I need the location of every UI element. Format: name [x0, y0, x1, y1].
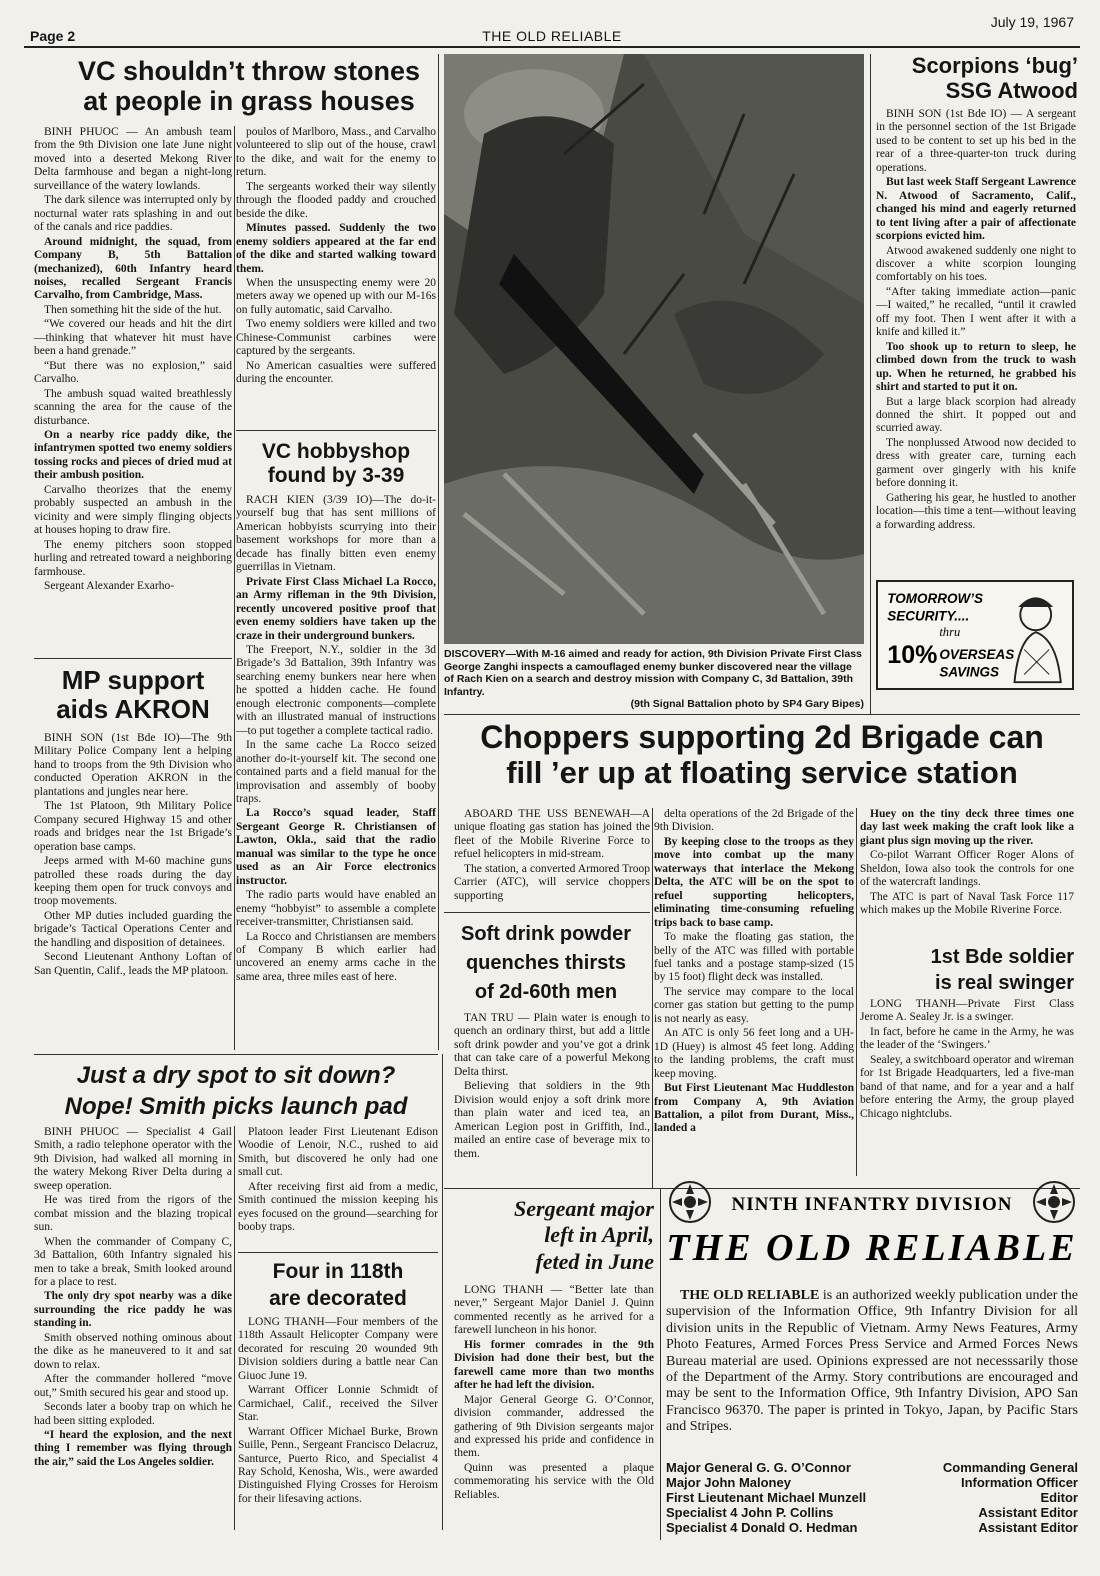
cartoon-text-3: thru [939, 624, 961, 639]
photo-credit: (9th Signal Battalion photo by SP4 Gary Bipes) [630, 698, 864, 710]
column-rule [856, 808, 857, 1176]
paragraph: When the unsuspecting enemy were 20 meters away we opened up with our M-16s on fully automatic, said Carvalho. [236, 276, 436, 316]
divider [34, 658, 232, 659]
sergeant-major-headline-line1: Sergeant major [514, 1196, 654, 1221]
page-header [24, 14, 1080, 44]
divider [34, 1054, 438, 1055]
photo-caption [444, 648, 864, 710]
dry-spot-headline-line1: Just a dry spot to sit down? [76, 1062, 396, 1089]
dry-spot-headline [34, 1060, 438, 1122]
cartoon-text-1: TOMORROW’S [887, 591, 983, 607]
paragraph: No American casualties were suffered during the encounter. [236, 359, 436, 386]
column-rule [652, 808, 653, 1188]
soft-drink-body [454, 1012, 650, 1180]
header-rule [24, 46, 1080, 48]
paragraph: Co-pilot Warrant Officer Roger Alons of Sheldon, Iowa also took the controls for one of the watercraft landings. [860, 849, 1074, 889]
paragraph: When the commander of Company C, 3d Battalion, 60th Infantry signaled his men to take a break, Smith looked around for a place to rest. [34, 1235, 232, 1288]
cartoon-text-4: 10% [887, 640, 938, 669]
newspaper-page [24, 14, 1080, 1560]
paragraph: The 1st Platoon, 9th Military Police Company secured Highway 15 and other roads and bridges near the 1st Brigade’s operation base camps. [34, 800, 232, 853]
vc-stones-column-1 [34, 126, 232, 654]
paragraph: The radio parts would have enabled an enemy “hobbyist” to assemble a complete receiver-transmitter, Christiansen said. [236, 889, 436, 929]
staff-role: Information Officer [960, 1475, 1078, 1491]
cartoon-text-6: SAVINGS [939, 664, 1000, 680]
soft-drink-headline-line2: quenches thirsts [465, 952, 627, 974]
paragraph: “But there was no explosion,” said Carvalho. [34, 359, 232, 386]
paragraph: An ATC is only 56 feet long and a UH-1D (Huey) is almost 45 feet long. Adding to the landing problems, the craft must keep moving. [654, 1027, 854, 1080]
paragraph: In the same cache La Rocco seized another do-it-yourself kit. The second one contained parts and a field manual for the improvisation and assembly of booby traps. [236, 739, 436, 805]
paragraph: Platoon leader First Lieutenant Edison Woodie of Lenoir, N.C., rushed to aid Smith, but discovered he only had one small cut. [238, 1126, 438, 1179]
choppers-headline-line1: Choppers supporting 2d Brigade can [480, 720, 1044, 755]
paper-title: THE OLD RELIABLE [666, 1227, 1078, 1269]
choppers-headline [444, 720, 1080, 791]
staff-name: First Lieutenant Michael Munzell [666, 1490, 867, 1506]
staff-row [666, 1520, 1078, 1535]
paragraph: Sealey, a switchboard operator and wireman for 1st Brigade Headquarters, led a five-man band of that name, and for a year and a half before entering the Army, the group played Chicago nightclubs. [860, 1053, 1074, 1120]
choppers-column-1 [454, 808, 650, 906]
four-118th-body [238, 1316, 438, 1530]
paragraph: BINH PHUOC — An ambush team from the 9th Division one late June night moved into a deserted Mekong River Delta farmhouse and began a night-long surveillance of the watery lowlands. [34, 126, 232, 192]
paragraph: Jeeps armed with M-60 machine guns patrolled these roads during the day keeping them open for truck convoys and troop movements. [34, 855, 232, 908]
mp-support-headline [34, 666, 232, 724]
paragraph: After receiving first aid from a medic, Smith continued the mission keeping his eyes focused on the ground—searching for booby traps. [238, 1180, 438, 1234]
sergeant-major-headline-line2: left in April, [544, 1222, 654, 1248]
staff-row [666, 1460, 1078, 1475]
column-rule [870, 54, 871, 714]
paragraph: “I heard the explosion, and the next thing I remember was flying through the air,” said the Los Angeles soldier. [34, 1428, 232, 1468]
choppers-column-3 [860, 808, 1074, 934]
dry-spot-headline-line2: Nope! Smith picks launch pad [64, 1093, 408, 1121]
paragraph: In fact, before he came in the Army, he was the leader of the ‘Swingers.’ [860, 1025, 1074, 1052]
paragraph: The ambush squad waited breathlessly scanning the area for the cause of the disturbance. [34, 387, 232, 427]
paragraph: LONG THANH—Private First Class Jerome A. Sealey Jr. is a swinger. [860, 998, 1074, 1024]
column-rule [442, 1054, 443, 1530]
paragraph: Atwood awakened suddenly one night to discover a white scorpion lounging comfortably on his toes. [876, 244, 1076, 284]
staff-name: Major John Maloney [666, 1475, 791, 1491]
paragraph: Minutes passed. Suddenly the two enemy soldiers appeared at the far end of the dike and started walking toward them. [236, 222, 436, 275]
masthead-block [664, 1170, 1080, 1282]
hobbyshop-headline-line1: VC hobbyshop [261, 440, 411, 463]
paragraph: LONG THANH — “Better late than never,” Sergeant Major Daniel J. Quinn commented recently as he arrived for a farewell luncheon in his honor. [454, 1284, 654, 1337]
staff-row [666, 1490, 1078, 1505]
hobbyshop-body [236, 494, 436, 1048]
staff-role: Assistant Editor [978, 1520, 1078, 1536]
swinger-headline [860, 944, 1074, 996]
four-118th-headline-line2: are decorated [269, 1287, 407, 1311]
running-masthead: THE OLD RELIABLE [482, 28, 622, 44]
scorpions-headline-line2: SSG Atwood [945, 77, 1078, 103]
paragraph: TAN TRU — Plain water is enough to quench an ordinary thirst, but add a little soft drink powder and you’ve got a drink that can take care of a powerful Mekong Delta thirst. [454, 1012, 650, 1078]
four-118th-headline-line1: Four in 118th [272, 1260, 404, 1283]
column-rule [660, 1188, 661, 1540]
scorpions-headline [874, 54, 1078, 103]
paragraph: Warrant Officer Lonnie Schmidt of Carmichael, Calif., received the Silver Star. [238, 1384, 438, 1424]
staff-list [666, 1460, 1078, 1552]
paragraph: BINH SON (1st Bde IO) — A sergeant in the personnel section of the 1st Brigade used to be content to set up his bed in the rear of a three-quarter-ton truck during operations. [876, 108, 1076, 174]
paragraph: “After taking immediate action—panic—I waited,” he recalled, “until it crawled off my foot. Then I went after it with a knife and killed it.” [876, 285, 1076, 339]
soft-drink-headline-line1: Soft drink powder [461, 923, 631, 945]
soft-drink-headline [446, 920, 646, 1007]
paragraph: His former comrades in the 9th Division had done their best, but the farewell came more than two months after he had left the division. [454, 1338, 654, 1392]
paragraph: The only dry spot nearby was a dike surrounding the rice paddy he was standing in. [34, 1290, 232, 1330]
paragraph: Too shook up to return to sleep, he climbed down from the truck to wash up. When he returned, he grabbed his shirt and started to put it on. [876, 340, 1076, 394]
paragraph: poulos of Marlboro, Mass., and Carvalho volunteered to slip out of the house, crawl to the dike, and wait for the enemy to return. [236, 126, 436, 179]
paragraph: La Rocco’s squad leader, Staff Sergeant George R. Christiansen of Lawton, Okla., said that the radio manual was similar to the type he once used as an Air Force electronics instructor. [236, 807, 436, 887]
paragraph: On a nearby rice paddy dike, the infantrymen spotted two enemy soldiers tossing rocks and pieces of dried mud at their ambush position. [34, 428, 232, 482]
cartoon-text-5: OVERSEAS [939, 647, 1015, 663]
paragraph: But First Lieutenant Mac Huddleston from Company A, 9th Aviation Battalion, a pilot from Durant, Miss., landed a [654, 1082, 854, 1135]
staff-name: Major General G. G. O’Connor [666, 1460, 851, 1475]
paragraph: BINH PHUOC — Specialist 4 Gail Smith, a radio telephone operator with the 9th Division, had walked all morning in the watery Mekong River Delta during a sweep operation. [34, 1126, 232, 1192]
vc-stones-column-2 [236, 126, 436, 428]
choppers-column-2 [654, 808, 854, 1172]
mp-support-headline-line2: aids AKRON [56, 694, 210, 725]
soldier-photo-illustration [444, 54, 864, 644]
division-name: NINTH INFANTRY DIVISION [731, 1194, 1013, 1215]
photo-caption-text: DISCOVERY—With M-16 aimed and ready for action, 9th Division Private First Class George Zanghi inspects a camouflaged enemy bunker discovered near the village of Rach Kien on a search and destroy mission with Company C, 3d Battalion, 39th Infantry. [444, 648, 862, 698]
paragraph: Two enemy soldiers were killed and two Chinese-Communist carbines were captured by the sergeants. [236, 318, 436, 358]
sergeant-major-body [454, 1284, 654, 1540]
divider [238, 1252, 438, 1253]
discovery-photo [444, 54, 864, 644]
paragraph: But last week Staff Sergeant Lawrence N. Atwood of Sacramento, Calif., changed his mind and eagerly returned to tent living after a pair of affectionate scorpions evicted him. [876, 176, 1076, 243]
swinger-body [860, 998, 1074, 1170]
staff-row [666, 1475, 1078, 1490]
paragraph: Quinn was presented a plaque commemorating his service with the Old Reliables. [454, 1461, 654, 1501]
column-rule [234, 126, 235, 1050]
choppers-headline-line2: fill ’er up at floating service station [506, 754, 1018, 790]
page-number: Page 2 [30, 28, 76, 44]
paragraph: Around midnight, the squad, from Company B, 5th Battalion (mechanized), 60th Infantry heard noises, recalled Sergeant Francis Carvalho, from Cambridge, Mass. [34, 235, 232, 302]
paragraph: The dark silence was interrupted only by nocturnal water rats splashing in and out of the canals and rice paddies. [34, 194, 232, 234]
staff-name: Specialist 4 Donald O. Hedman [666, 1520, 858, 1536]
cartoon-illustration [878, 582, 1072, 688]
paragraph: He was tired from the rigors of the combat mission and the blazing tropical sun. [34, 1194, 232, 1234]
paragraph: Gathering his gear, he hustled to another location—this time a tent—without leaving a forwarding address. [876, 491, 1076, 531]
vc-stones-headline-line2: at people in grass houses [83, 86, 415, 117]
paragraph: Seconds later a booby trap on which he had been sitting exploded. [34, 1401, 232, 1427]
paragraph: After the commander hollered “move out,” Smith secured his gear and stood up. [34, 1373, 232, 1399]
savings-cartoon [876, 580, 1074, 690]
column-rule [438, 54, 439, 1050]
statement-text: is an authorized weekly publication under the supervision of the Information Office, 9th Infantry Division for all division units in the Republic of Vietnam. Army News Features, Army Photo Features, Armed Forces Press Service and Armed Forces News Bureau material are used. Opinions expressed are not necesssarily those of the Department of the Army. Story contributions are encouraged and may be sent to the Information Office, 9th Infantry Division, APO San Francisco 96370. The paper is printed in Tokyo, Japan, by Pacific Stars and Stripes. [666, 1288, 1078, 1434]
paragraph: La Rocco and Christiansen are members of Company B which earlier had uncovered an enemy arms cache in the same area, three miles east of here. [236, 930, 436, 983]
staff-name: Specialist 4 John P. Collins [666, 1505, 834, 1521]
paragraph: The sergeants worked their way silently through the flooded paddy and crouched beside the dike. [236, 180, 436, 220]
issue-date: July 19, 1967 [990, 14, 1074, 30]
paragraph: Warrant Officer Michael Burke, Brown Suille, Penn., Sergeant Francisco Delacruz, Santurce, Puerto Rico, and Specialist 4 Ray Schold, Kenosha, Wis., were awarded Distinguished Flying Crosses for Heroism for their lifesaving actions. [238, 1425, 438, 1505]
paragraph: The ATC is part of Naval Task Force 117 which makes up the Mobile Riverine Force. [860, 890, 1074, 917]
cartoon-text-2: SECURITY.... [887, 608, 970, 624]
paragraph: Other MP duties included guarding the brigade’s Tactical Operations Center and the handling and disposition of detainees. [34, 909, 232, 949]
hobbyshop-headline [238, 440, 434, 487]
divider [444, 912, 650, 913]
paragraph: Major General George G. O’Connor, division commander, addressed the gathering of 9th Division sergeants major and expressed his pride and confidence in them. [454, 1393, 654, 1460]
paragraph: The station, a converted Armored Troop Carrier (ATC), will service choppers supporting [454, 862, 650, 902]
paragraph: Smith observed nothing ominous about the dike as he maneuvered to it and sat down to relax. [34, 1331, 232, 1371]
paragraph: Huey on the tiny deck three times one day last week making the craft look like a giant plus sign moving up the river. [860, 808, 1074, 847]
paragraph: The Freeport, N.Y., soldier in the 3d Brigade’s 3d Battalion, 39th Infantry was searching enemy bunkers near here when he spotted a hidden cache. He found enough electronic components—complete with an illustrated manual of instructions—to put together a complete tactical radio. [236, 643, 436, 737]
statement-lead: THE OLD RELIABLE [680, 1288, 820, 1303]
paragraph: The service may compare to the local corner gas station but getting to the pump is not nearly as easy. [654, 985, 854, 1025]
paragraph: Sergeant Alexander Exarho- [44, 579, 175, 592]
four-118th-headline [238, 1258, 438, 1313]
swinger-headline-line2: is real swinger [935, 972, 1074, 994]
sergeant-major-headline [448, 1196, 654, 1275]
vc-stones-headline [64, 56, 434, 116]
paragraph: But a large black scorpion had already donned the shirt. It popped out and scurried away. [876, 395, 1076, 435]
swinger-headline-line1: 1st Bde soldier [930, 946, 1074, 968]
paragraph: Believing that soldiers in the 9th Division would enjoy a soft drink more than plain water and iced tea, an American Legion post in Griffith, Ind., mailed an entire case of beverage mix to them. [454, 1080, 650, 1160]
paragraph: Private First Class Michael La Rocco, an Army rifleman in the 9th Division, recently uncovered positive proof that even enemy soldiers have taken up the craze in their underground bunkers. [236, 575, 436, 642]
mp-support-body [34, 732, 232, 1050]
scorpions-headline-line1: Scorpions ‘bug’ [911, 54, 1078, 78]
octofoil-insignia-icon [670, 1182, 710, 1222]
dry-spot-column-2 [238, 1126, 438, 1250]
paragraph: Carvalho theorizes that the enemy probably suspected an ambush in the vicinity and were simply flinging objects at houses hoping to draw fire. [34, 483, 232, 537]
staff-role: Assistant Editor [978, 1505, 1078, 1521]
paragraph: RACH KIEN (3/39 IO)—The do-it-yourself bug that has sent millions of American hobbyists scurrying into their basement workshops for more than a decade has finally bitten even enemy guerrillas in Vietnam. [236, 494, 436, 574]
divider [444, 714, 1080, 715]
paragraph: BINH SON (1st Bde IO)—The 9th Military Police Company lent a helping hand to troops from the 9th Division who conducted Operation AKRON in the plantations and jungles near here. [34, 732, 232, 798]
paragraph: Then something hit the side of the hut. [44, 303, 222, 316]
hobbyshop-headline-line2: found by 3-39 [267, 463, 405, 487]
mp-support-headline-line1: MP support [61, 666, 205, 695]
paragraph: “We covered our heads and hit the dirt—thinking that whatever hit must have been a hand grenade.” [34, 318, 232, 358]
column-rule [234, 1126, 235, 1530]
staff-role: Editor [1040, 1490, 1078, 1506]
paragraph: ABOARD THE USS BENEWAH—A unique floating gas station has joined the fleet of the Mobile Riverine Force to refuel helicopters in mid-stream. [454, 808, 650, 861]
paragraph: delta operations of the 2d Brigade of the 9th Division. [654, 808, 854, 834]
divider [236, 430, 436, 431]
sergeant-major-headline-line3: feted in June [535, 1248, 654, 1274]
staff-role: Commanding General [942, 1460, 1078, 1475]
paragraph: By keeping close to the troops as they move into combat up the many waterways that interlace the Mekong Delta, the ATC will be on the spot to refuel supporting helicopters, eliminating time-consuming refueling trips back to base camp. [654, 835, 854, 929]
publication-statement [666, 1288, 1078, 1458]
scorpions-body [876, 108, 1076, 574]
octofoil-insignia-icon [1034, 1182, 1074, 1222]
paragraph: The enemy pitchers soon stopped hurling and retreated toward a neighboring farmhouse. [34, 538, 232, 578]
paragraph: LONG THANH—Four members of the 118th Assault Helicopter Company were decorated for rescuing 20 wounded 9th Division soldiers during a battle near Can Giuoc June 19. [238, 1316, 438, 1382]
dry-spot-column-1 [34, 1126, 232, 1530]
masthead-art [664, 1170, 1080, 1282]
paragraph: The nonplussed Atwood now decided to dress with greater care, turning each garment over gingerly with his knife before donning it. [876, 436, 1076, 490]
paragraph: To make the floating gas station, the belly of the ATC was filled with portable fuel tanks and a postage stamp-sized (15 by 15 foot) flight deck was installed. [654, 931, 854, 984]
vc-stones-headline-line1: VC shouldn’t throw stones [78, 56, 420, 86]
paragraph: Second Lieutenant Anthony Loftan of San Quentin, Calif., leads the MP platoon. [34, 951, 232, 977]
soft-drink-headline-line3: of 2d-60th men [474, 981, 618, 1003]
staff-row [666, 1505, 1078, 1520]
